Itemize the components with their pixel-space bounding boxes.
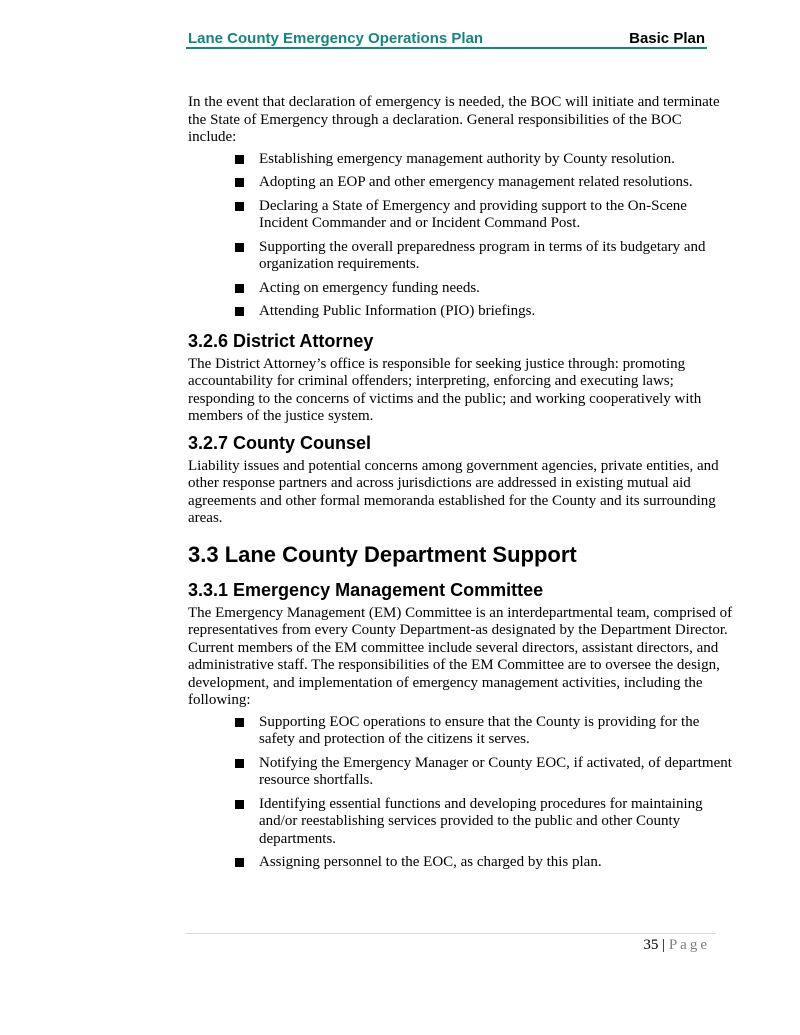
document-title: Lane County Emergency Operations Plan	[188, 30, 484, 47]
square-bullet-icon	[235, 718, 244, 727]
square-bullet-icon	[235, 178, 244, 187]
square-bullet-icon	[235, 800, 244, 809]
intro-paragraph: In the event that declaration of emergency is needed, the BOC will initiate and terminate the State of Emergency through a declaration. General responsibilities of the BOC include:	[188, 94, 720, 145]
county-counsel-paragraph: Liability issues and potential concerns among government agencies, private entities, and other response partners and across jurisdictions are addressed in existing mutual aid agreements and other formal memoranda established for the County and its surrounding areas.	[188, 457, 719, 526]
list-item: Attending Public Information (PIO) briefings.	[188, 303, 733, 321]
square-bullet-icon	[235, 284, 244, 293]
em-committee-responsibilities-list	[188, 714, 733, 872]
page-content	[188, 94, 733, 872]
list-item: Adopting an EOP and other emergency management related resolutions.	[188, 174, 733, 192]
list-item: Acting on emergency funding needs.	[188, 280, 733, 298]
square-bullet-icon	[235, 858, 244, 867]
list-item: Supporting EOC operations to ensure that the County is providing for the safety and protection of the citizens it serves.	[188, 714, 733, 749]
boc-responsibilities-list	[188, 151, 733, 321]
page-label: Page	[668, 937, 710, 953]
list-item: Declaring a State of Emergency and providing support to the On-Scene Incident Commander and or Incident Command Post.	[188, 198, 733, 233]
page-footer	[643, 937, 710, 954]
list-item: Establishing emergency management authority by County resolution.	[188, 151, 733, 169]
square-bullet-icon	[235, 155, 244, 164]
square-bullet-icon	[235, 759, 244, 768]
square-bullet-icon	[235, 202, 244, 211]
heading-county-counsel: 3.2.7 County Counsel	[188, 432, 372, 453]
page-header	[186, 27, 707, 49]
page-number: 35	[643, 937, 659, 953]
list-item: Identifying essential functions and developing procedures for maintaining and/or reestablishing services provided to the public and other County departments.	[188, 796, 733, 849]
square-bullet-icon	[235, 243, 244, 252]
list-item: Supporting the overall preparedness program in terms of its budgetary and organization requirements.	[188, 239, 733, 274]
list-item: Assigning personnel to the EOC, as charged by this plan.	[188, 854, 733, 872]
list-item: Notifying the Emergency Manager or County EOC, if activated, of department resource shortfalls.	[188, 755, 733, 790]
district-attorney-paragraph: The District Attorney’s office is responsible for seeking justice through: promoting accountability for criminal offenders; interpreting, enforcing and executing laws; responding to the concerns of victims and the public; and working cooperatively with members of the justice system.	[188, 355, 702, 424]
heading-department-support: 3.3 Lane County Department Support	[188, 541, 577, 567]
footer-divider	[186, 933, 716, 934]
heading-em-committee: 3.3.1 Emergency Management Committee	[188, 579, 544, 600]
square-bullet-icon	[235, 307, 244, 316]
section-label: Basic Plan	[629, 30, 705, 47]
heading-district-attorney: 3.2.6 District Attorney	[188, 330, 374, 351]
page-separator: |	[662, 937, 666, 953]
em-committee-paragraph: The Emergency Management (EM) Committee is an interdepartmental team, comprised of representatives from every County Department-as designated by the Department Director. Current members of the EM committee include several directors, assistant directors, and administrative staff. The responsibilities of the EM Committee are to oversee the design, development, and implementation of emergency management activities, including the following:	[188, 604, 733, 708]
